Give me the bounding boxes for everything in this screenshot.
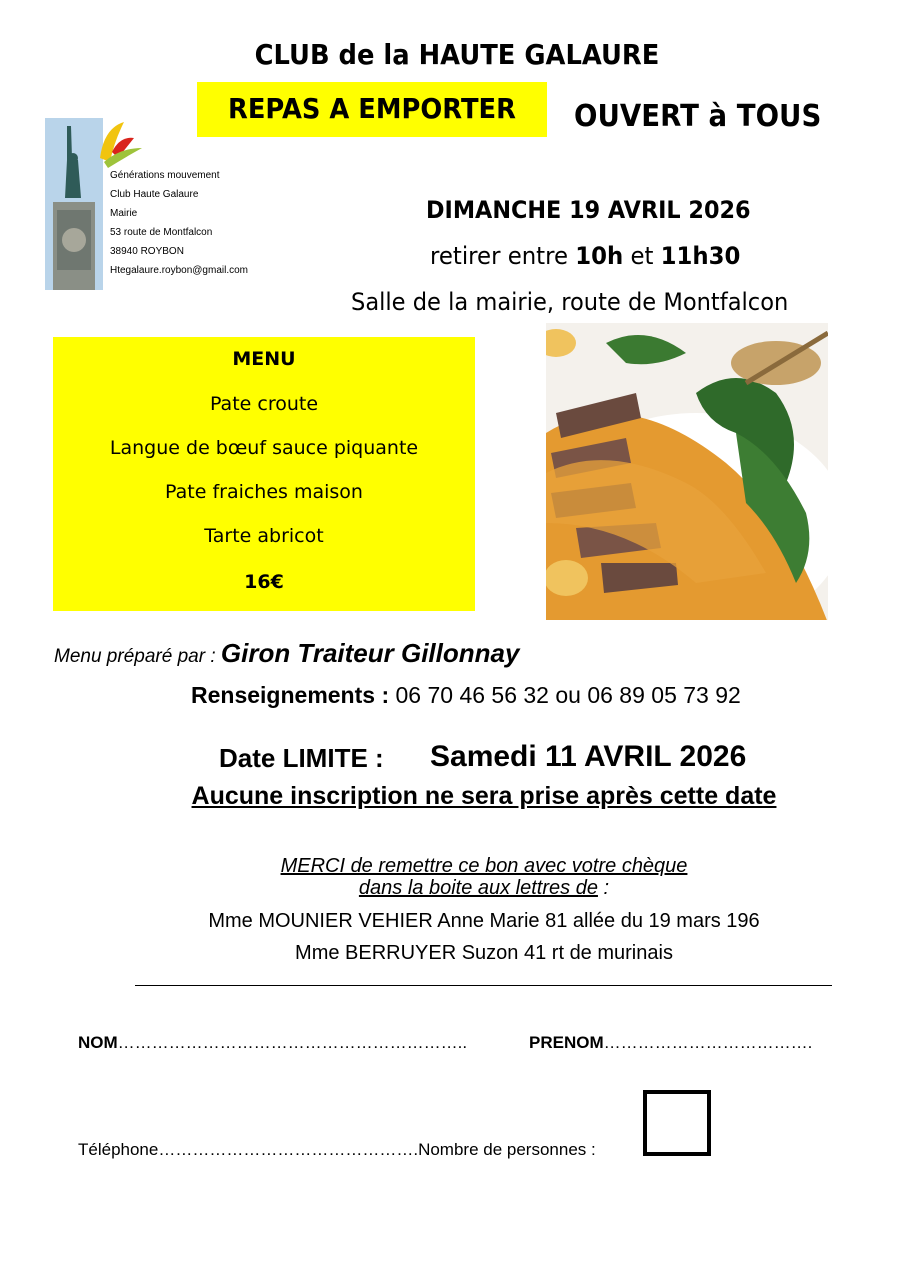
caterer-name: Giron Traiteur Gillonnay: [220, 638, 520, 668]
pickup-start: 10h: [575, 242, 624, 270]
prenom-field[interactable]: [529, 1033, 812, 1053]
cut-line: [135, 985, 832, 986]
pickup-mid: et: [623, 242, 661, 270]
food-photo: [546, 323, 828, 620]
org-line: 53 route de Montfalcon: [110, 227, 213, 238]
deadline-value: Samedi 11 AVRIL 2026: [430, 740, 747, 773]
contact-person: Mme BERRUYER Suzon 41 rt de murinais: [295, 942, 673, 964]
deadline-notice: Aucune inscription ne sera prise après cette date: [191, 782, 777, 810]
persons-count-box[interactable]: [643, 1090, 711, 1156]
mailbox-line: [0, 877, 900, 900]
event-location: Salle de la mairie, route de Montfalcon: [351, 288, 789, 316]
leaf-logo-icon: [90, 118, 144, 178]
event-date: DIMANCHE 19 AVRIL 2026: [426, 196, 751, 224]
prepared-by: [54, 638, 519, 669]
pickup-end: 11h30: [660, 242, 741, 270]
deadline-label: Date LIMITE :: [219, 743, 384, 773]
telephone-dots: ……………………………………….: [158, 1140, 419, 1159]
contact-person: Mme MOUNIER VEHIER Anne Marie 81 allée du 19 mars 196: [208, 910, 760, 932]
info-line: [191, 682, 741, 709]
menu-price: 16€: [244, 571, 284, 593]
org-line: Mairie: [110, 208, 138, 219]
pickup-prefix: retirer entre: [430, 242, 576, 270]
pickup-time: [430, 242, 740, 270]
menu-box: [53, 337, 475, 611]
menu-item: Tarte abricot: [204, 525, 324, 547]
org-line: 38940 ROYBON: [110, 246, 184, 257]
ouvert-label: OUVERT à TOUS: [574, 99, 822, 134]
org-email: Htegalaure.roybon@gmail.com: [110, 265, 248, 276]
club-title: CLUB de la HAUTE GALAURE: [254, 38, 660, 71]
org-line: Club Haute Galaure: [110, 189, 199, 200]
repas-label: REPAS A EMPORTER: [227, 92, 516, 125]
mailbox-suffix: :: [597, 877, 610, 899]
telephone-label: Téléphone: [78, 1140, 159, 1159]
org-line: Générations mouvement: [110, 170, 220, 181]
telephone-field[interactable]: [78, 1140, 596, 1160]
menu-item: Langue de bœuf sauce piquante: [109, 437, 419, 459]
merci-line: MERCI de remettre ce bon avec votre chèque: [280, 855, 688, 877]
prenom-label: PRENOM: [529, 1033, 604, 1052]
persons-label: Nombre de personnes :: [418, 1140, 596, 1159]
mailbox-text: dans la boite aux lettres de: [358, 877, 598, 899]
nom-dots: ……………………………………………………..: [117, 1033, 468, 1052]
menu-item: Pate croute: [209, 393, 319, 415]
menu-item: Pate fraiches maison: [165, 481, 363, 503]
prenom-dots: ……………………………….: [603, 1033, 813, 1052]
menu-title: MENU: [232, 348, 296, 370]
nom-label: NOM: [78, 1033, 118, 1052]
prepared-prefix: Menu préparé par :: [54, 646, 221, 667]
info-phones: 06 70 46 56 32 ou 06 89 05 73 92: [389, 682, 741, 708]
info-label: Renseignements :: [191, 682, 390, 708]
nom-field[interactable]: [78, 1033, 467, 1053]
